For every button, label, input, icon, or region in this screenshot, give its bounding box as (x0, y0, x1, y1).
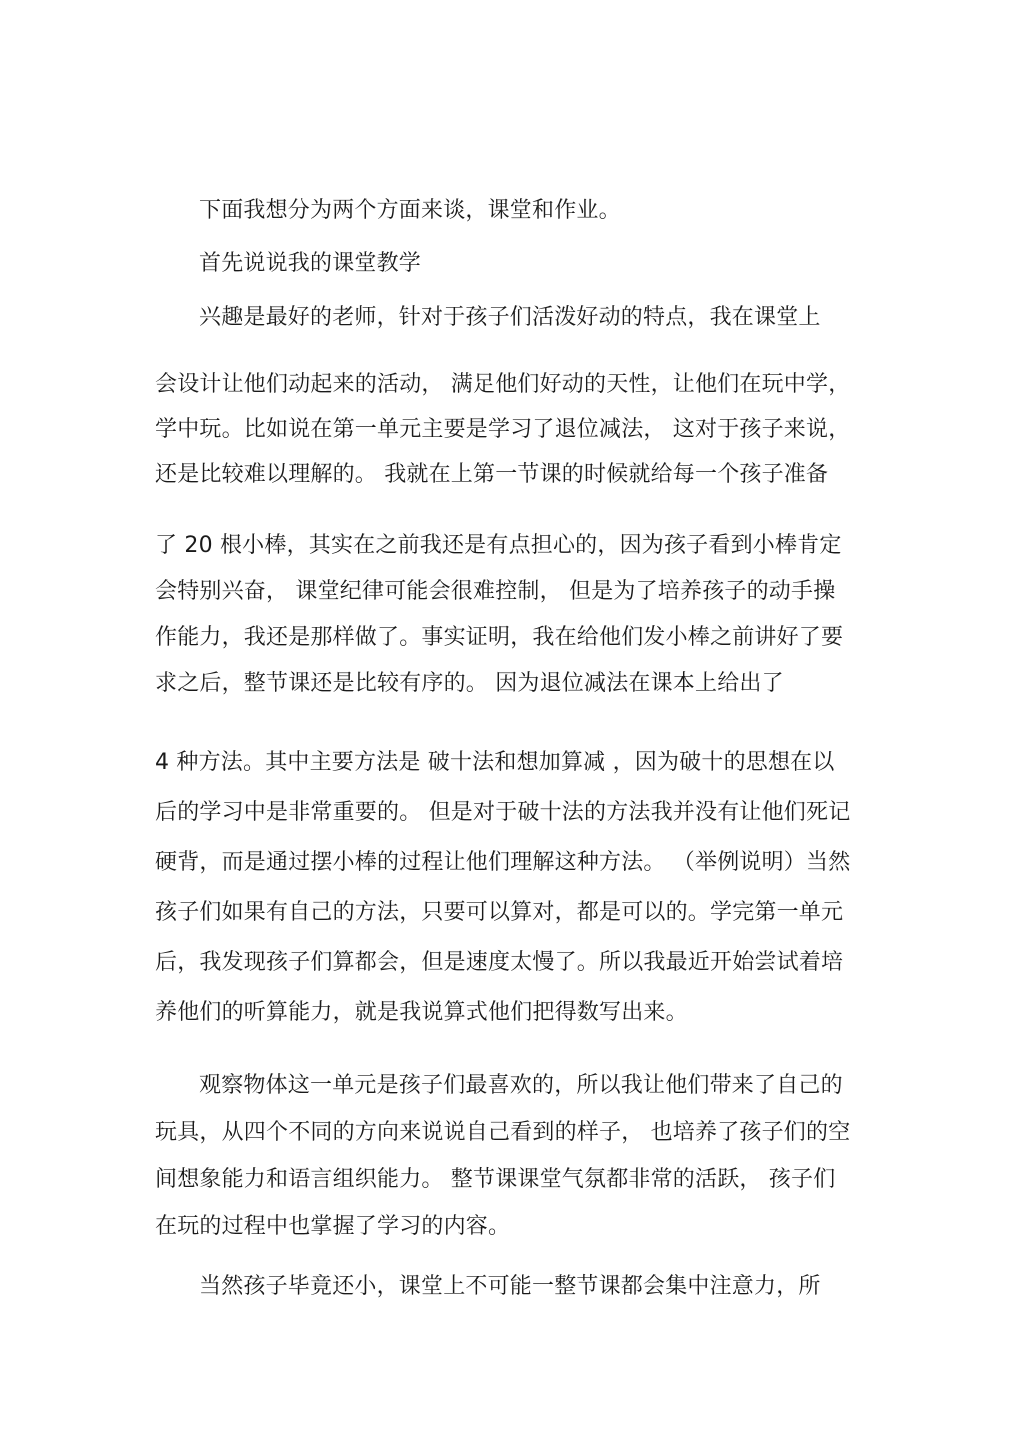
text-line: 兴趣是最好的老师，针对于孩子们活泼好动的特点，我在课堂上 (199, 305, 821, 330)
text-line: 后的学习中是非常重要的。 但是对于破十法的方法我并没有让他们死记 (155, 800, 851, 825)
text-line: 硬背，而是通过摆小棒的过程让他们理解这种方法。 （举例说明）当然 (155, 850, 851, 875)
text-line: 养他们的听算能力，就是我说算式他们把得数写出来。 (155, 1000, 688, 1025)
text-line: 后，我发现孩子们算都会，但是速度太慢了。所以我最近开始尝试着培 (155, 950, 844, 975)
text-line: 间想象能力和语言组织能力。 整节课课堂气氛都非常的活跃， 孩子们 (155, 1167, 836, 1192)
text-line: 还是比较难以理解的。 我就在上第一节课的时候就给每一个孩子准备 (155, 462, 829, 487)
text-line: 会特别兴奋， 课堂纪律可能会很难控制， 但是为了培养孩子的动手操 (155, 579, 836, 604)
text-line: 观察物体这一单元是孩子们最喜欢的，所以我让他们带来了自己的 (199, 1073, 843, 1098)
text-line: 作能力，我还是那样做了。事实证明，我在给他们发小棒之前讲好了要 (155, 625, 844, 650)
text-line: 在玩的过程中也掌握了学习的内容。 (155, 1214, 511, 1239)
text-line: 下面我想分为两个方面来谈，课堂和作业。 (199, 198, 621, 223)
text-line: 首先说说我的课堂教学 (199, 251, 422, 276)
text-line: 玩具，从四个不同的方向来说说自己看到的样子， 也培养了孩子们的空 (155, 1120, 851, 1145)
text-line: 当然孩子毕竟还小，课堂上不可能一整节课都会集中注意力，所 (199, 1274, 821, 1299)
text-line: 了 20 根小棒，其实在之前我还是有点担心的，因为孩子看到小棒肯定 (155, 533, 842, 558)
text-line: 孩子们如果有自己的方法，只要可以算对，都是可以的。学完第一单元 (155, 900, 844, 925)
text-line: 会设计让他们动起来的活动， 满足他们好动的天性，让他们在玩中学， (155, 372, 851, 397)
text-line: 求之后，整节课还是比较有序的。 因为退位减法在课本上给出了 (155, 671, 784, 696)
text-line: 学中玩。比如说在第一单元主要是学习了退位减法， 这对于孩子来说， (155, 417, 851, 442)
text-line: 4 种方法。其中主要方法是 破十法和想加算减 ，因为破十的思想在以 (155, 750, 835, 775)
